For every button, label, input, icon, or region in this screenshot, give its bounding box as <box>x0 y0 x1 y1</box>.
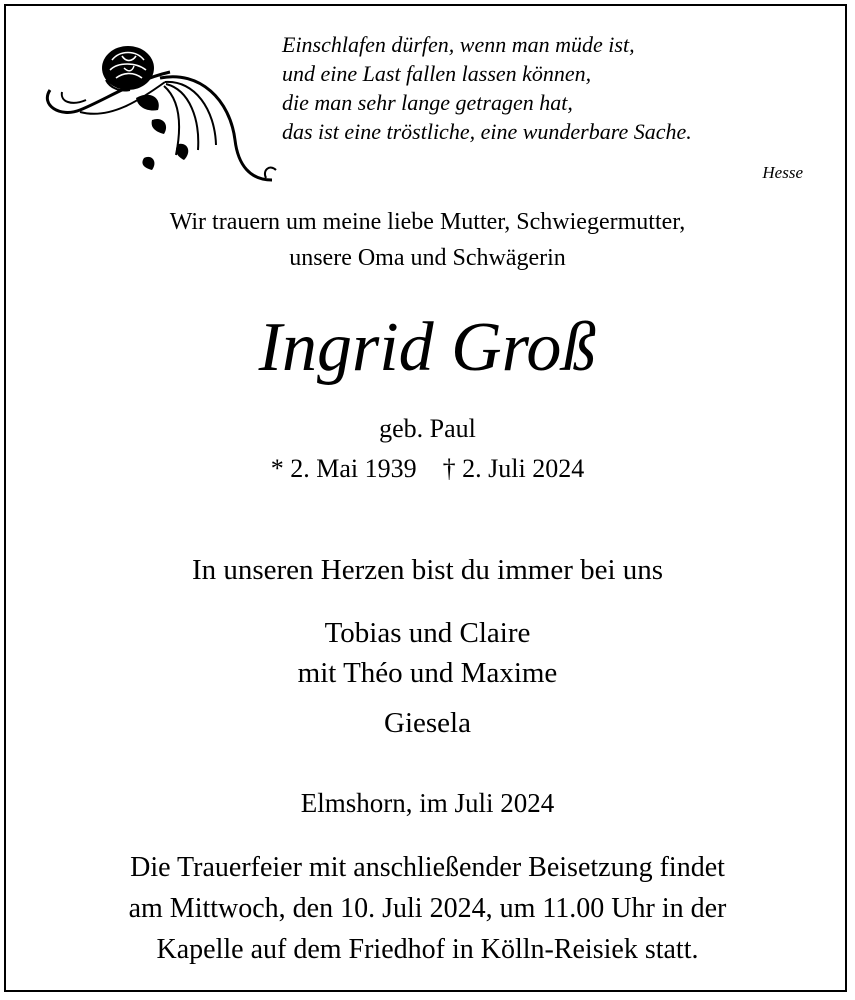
rose-swirl-icon <box>40 40 280 190</box>
poem-line: Einschlafen dürfen, wenn man müde ist, <box>282 32 635 57</box>
ceremony-line: Die Trauerfeier mit anschließender Beisetzung findet <box>130 852 725 883</box>
motto: In unseren Herzen bist du immer bei uns <box>191 554 664 586</box>
birth-date: * 2. Mai 1939 <box>270 454 417 483</box>
place-date: Elmshorn, im Juli 2024 <box>300 788 555 818</box>
poem <box>282 30 692 146</box>
mourner-line: Tobias und Claire <box>324 617 531 649</box>
mourner-line: mit Théo und Maxime <box>297 657 558 689</box>
ceremony-info <box>0 847 855 970</box>
mourners <box>0 613 855 743</box>
intro-text <box>0 204 855 276</box>
deceased-name: Ingrid Groß <box>258 309 597 386</box>
birth-name: geb. Paul <box>379 414 476 443</box>
mourner-line: Giesela <box>384 707 471 739</box>
intro-line: Wir trauern um meine liebe Mutter, Schwiegermutter, <box>169 209 686 235</box>
death-date: † 2. Juli 2024 <box>442 454 585 483</box>
poem-line: die man sehr lange getragen hat, <box>282 90 573 115</box>
poem-line: und eine Last fallen lassen können, <box>282 61 592 86</box>
life-dates <box>0 451 855 487</box>
ceremony-line: am Mittwoch, den 10. Juli 2024, um 11.00 Uhr in der <box>128 893 727 924</box>
poem-line: das ist eine tröstliche, eine wunderbare Sache. <box>282 119 692 144</box>
intro-line: unsere Oma und Schwägerin <box>289 245 566 271</box>
ceremony-line: Kapelle auf dem Friedhof in Kölln-Reisiek statt. <box>156 934 699 965</box>
poem-author: Hesse <box>762 163 803 182</box>
